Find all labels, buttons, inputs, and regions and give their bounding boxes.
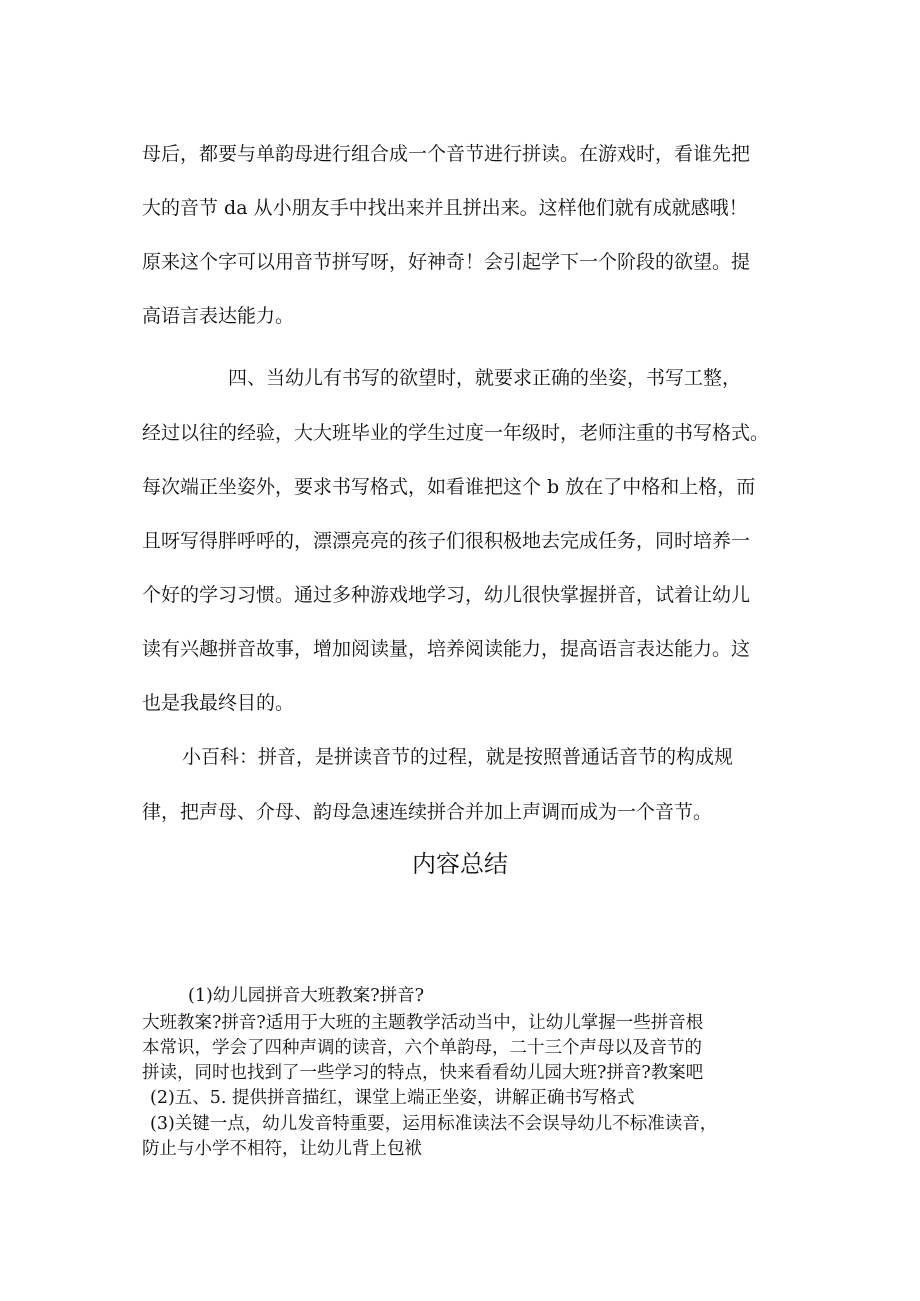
body-line: 也是我最终目的。 bbox=[142, 692, 295, 714]
body-line: 大的音节 da 从小朋友手中找出来并且拼出来。这样他们就有成就感哦！ bbox=[142, 197, 748, 219]
summary-line: 防止与小学不相符，让幼儿背上包袱 bbox=[142, 1139, 422, 1159]
section-four-heading-line: 四、当幼儿有书写的欲望时，就要求正确的坐姿，书写工整， bbox=[228, 367, 742, 389]
encyclopedia-note-line: 小百科：拼音，是拼读音节的过程，就是按照普通话音节的构成规 bbox=[182, 746, 734, 768]
body-line: 原来这个字可以用音节拼写呀，好神奇！会引起学下一个阶段的欲望。提 bbox=[142, 251, 751, 273]
summary-line: (1)幼儿园拼音大班教案?拼音? bbox=[188, 986, 425, 1006]
summary-line: 拼读，同时也找到了一些学习的特点，快来看看幼儿园大班?拼音?教案吧 bbox=[142, 1063, 704, 1083]
body-line: 读有兴趣拼音故事，增加阅读量，培养阅读能力，提高语言表达能力。这 bbox=[142, 638, 751, 660]
summary-line: (2)五、5. 提供拼音描红，课堂上端正坐姿，讲解正确书写格式 bbox=[150, 1088, 635, 1108]
body-line: 且呀写得胖呼呼的，漂漂亮亮的孩子们很积极地去完成任务，同时培养一 bbox=[142, 530, 751, 552]
summary-line: (3)关键一点，幼儿发音特重要，运用标准读法不会误导幼儿不标准读音， bbox=[150, 1114, 718, 1134]
body-line: 高语言表达能力。 bbox=[142, 305, 295, 327]
summary-line: 大班教案?拼音?适用于大班的主题教学活动当中，让幼儿掌握一些拼音根 bbox=[142, 1013, 704, 1033]
body-line: 母后，都要与单韵母进行组合成一个音节进行拼读。在游戏时，看谁先把 bbox=[142, 143, 751, 165]
summary-line: 本常识，学会了四种声调的读音，六个单韵母，二十三个声母以及音节的 bbox=[142, 1038, 702, 1058]
body-line: 每次端正坐姿外，要求书写格式，如看谁把这个 b 放在了中格和上格，而 bbox=[142, 476, 756, 498]
summary-title: 内容总结 bbox=[412, 850, 508, 878]
body-line: 个好的学习习惯。通过多种游戏地学习，幼儿很快掌握拼音，试着让幼儿 bbox=[142, 584, 751, 606]
body-line: 经过以往的经验，大大班毕业的学生过度一年级时，老师注重的书写格式。 bbox=[142, 422, 770, 444]
encyclopedia-note-line: 律，把声母、介母、韵母急速连续拼合并加上声调而成为一个音节。 bbox=[142, 801, 713, 823]
